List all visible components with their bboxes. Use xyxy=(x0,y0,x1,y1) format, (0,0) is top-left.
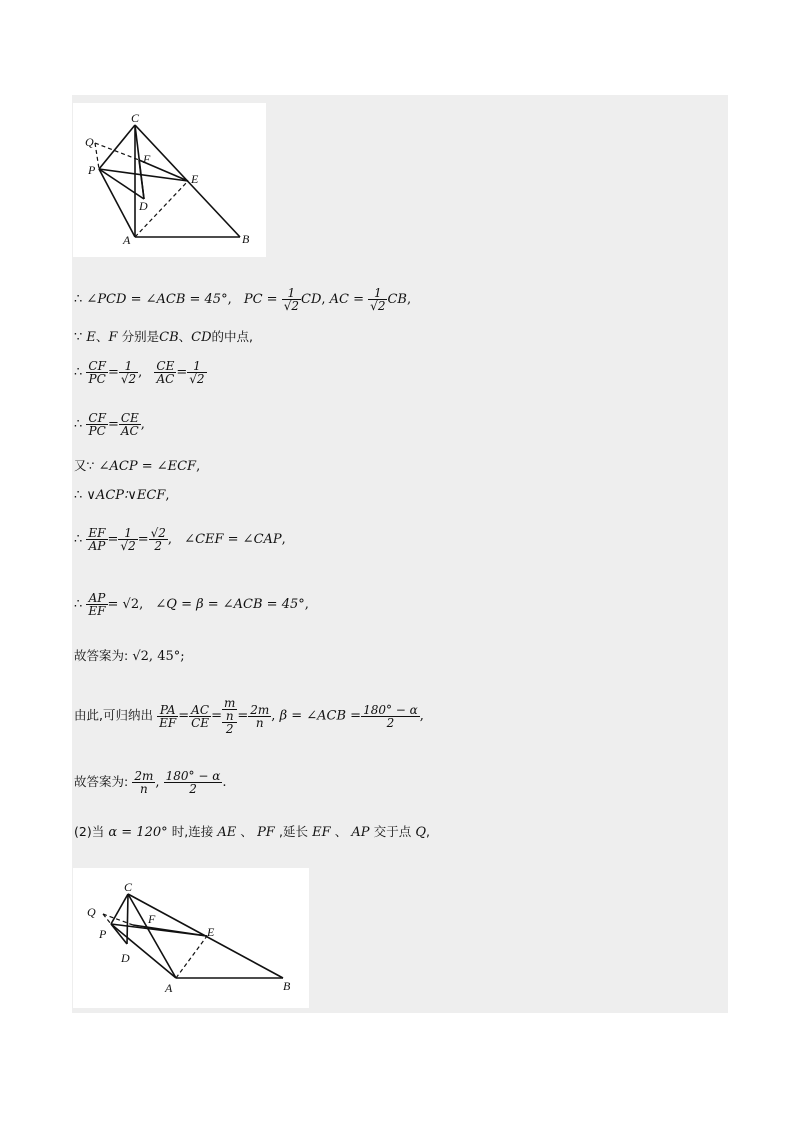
separator: 、 xyxy=(178,329,192,344)
numerator: 180° − α xyxy=(165,769,221,783)
angle-equation: ∠CEF = ∠CAP xyxy=(184,532,282,547)
numerator: 180° − α xyxy=(363,702,418,717)
denominator: PC xyxy=(88,424,106,438)
fraction-m-over-n-over-2 xyxy=(222,697,237,735)
solution-line-7 xyxy=(74,527,286,552)
fraction-one-over-root2 xyxy=(282,287,301,312)
denominator: n xyxy=(140,782,148,796)
segment-CD: CD xyxy=(191,330,212,345)
fraction-root2-over-2 xyxy=(149,527,168,552)
denominator: 2 xyxy=(225,722,234,736)
denominator: 2 xyxy=(189,782,197,796)
denominator: √2 xyxy=(370,299,386,313)
fraction-cf-pc xyxy=(86,360,108,385)
fraction-180-alpha-2 xyxy=(164,770,223,795)
numerator: 2m xyxy=(134,769,154,783)
label-E: E xyxy=(207,925,215,939)
figure-1-svg xyxy=(73,103,266,257)
point-E: E xyxy=(86,330,96,345)
solution-line-3 xyxy=(74,360,207,385)
fraction-ap-ef xyxy=(86,592,107,617)
text-intersect: 交于点 xyxy=(373,824,412,839)
point-F: F xyxy=(108,330,118,345)
numerator: 1 xyxy=(119,360,138,373)
denominator: √2 xyxy=(283,299,299,313)
separator: 、 xyxy=(95,329,109,344)
therefore-symbol: ∴ xyxy=(74,597,83,612)
numerator: √2 xyxy=(150,526,166,540)
geometry-figure-1 xyxy=(73,103,266,257)
figure-2-svg xyxy=(73,868,309,1008)
denominator: EF xyxy=(88,604,106,618)
numerator: CE xyxy=(120,411,139,425)
label-B: B xyxy=(242,232,250,246)
numerator: 2m xyxy=(250,702,270,717)
text-extend: ,延长 xyxy=(278,824,308,839)
beta-expression: β = ∠ACB = xyxy=(279,708,362,724)
separator: , xyxy=(419,708,424,724)
angle-equation: ∠Q = β = ∠ACB = 45° xyxy=(155,597,305,612)
denominator: n xyxy=(255,715,264,730)
solution-line-9 xyxy=(74,650,185,663)
cd-term: CD xyxy=(301,292,322,307)
label-A: A xyxy=(165,981,173,995)
segment-PF: PF xyxy=(257,825,275,840)
fraction-one-over-root2-b xyxy=(368,287,387,312)
numerator: 1 xyxy=(282,287,301,300)
answer-label: 故答案为: xyxy=(74,648,129,663)
point-Q: Q xyxy=(415,825,427,840)
solution-line-12 xyxy=(74,826,430,839)
separator: , xyxy=(167,532,173,547)
separator: . xyxy=(222,775,227,790)
numerator: AP xyxy=(86,592,107,605)
segment-CB: CB xyxy=(159,330,179,345)
fraction-ce-ac xyxy=(119,412,141,437)
numerator: PA xyxy=(157,704,178,717)
answer-value-1: √2 xyxy=(132,649,149,664)
equals: = xyxy=(176,365,188,380)
solution-line-5 xyxy=(74,460,200,473)
separator: , xyxy=(406,292,412,307)
segment-AP: AP xyxy=(351,825,370,840)
label-P: P xyxy=(88,163,96,177)
label-F: F xyxy=(143,152,151,166)
equals-root2: = √2 xyxy=(107,597,140,612)
equals: = xyxy=(107,365,119,380)
cb-term: CB xyxy=(387,292,407,307)
ac-expression: AC = xyxy=(329,292,365,307)
numerator: EF xyxy=(88,526,106,540)
therefore-symbol: ∴ xyxy=(74,417,83,432)
separator: , xyxy=(271,708,276,724)
alpha-value: α = 120° xyxy=(108,825,168,840)
angle-equation: ∠ACP = ∠ECF xyxy=(98,459,197,474)
numerator: CF xyxy=(88,411,106,425)
text-you-because: 又∵ xyxy=(74,458,95,473)
pc-expression: PC = xyxy=(243,292,278,307)
numerator: CF xyxy=(88,359,106,373)
therefore-symbol: ∴ xyxy=(74,488,83,503)
separator: 、 xyxy=(240,824,253,839)
numerator: 1 xyxy=(118,527,137,540)
fraction-one-root2 xyxy=(118,527,137,552)
part-2-label: (2)当 xyxy=(74,824,105,839)
separator: , xyxy=(165,488,170,503)
text-connect: 时,连接 xyxy=(171,824,214,839)
equals: = xyxy=(237,708,249,724)
because-symbol: ∵ xyxy=(74,330,83,345)
fraction-180-alpha-2 xyxy=(361,704,420,729)
label-Q: Q xyxy=(85,135,94,149)
equals: = xyxy=(137,532,149,547)
label-D: D xyxy=(121,951,130,965)
separator: , xyxy=(140,417,145,432)
separator: , xyxy=(426,824,431,839)
numerator: 1 xyxy=(368,287,387,300)
denominator: AP xyxy=(88,539,106,553)
text-midpoint: 的中点, xyxy=(211,329,253,344)
segment-EF: EF xyxy=(312,825,331,840)
fraction-2m-n xyxy=(248,704,271,729)
label-C: C xyxy=(131,111,140,125)
numerator: 1 xyxy=(187,360,206,373)
solution-line-2 xyxy=(74,331,253,344)
numerator: AC xyxy=(189,704,211,717)
solution-line-1 xyxy=(74,287,411,312)
fraction-pa-ef xyxy=(157,704,178,729)
equals: = xyxy=(178,708,190,724)
denominator: √2 xyxy=(189,372,205,386)
denominator: √2 xyxy=(120,539,136,553)
equals: = xyxy=(107,532,119,547)
fraction-ef-ap xyxy=(86,527,107,552)
solution-line-6 xyxy=(74,489,170,502)
separator: ; xyxy=(180,649,185,664)
separator: , xyxy=(155,775,160,790)
label-D: D xyxy=(139,199,148,213)
denominator: 2 xyxy=(154,539,163,553)
inner-numerator: n xyxy=(222,710,237,723)
fraction-2m-n xyxy=(132,770,155,795)
separator: , xyxy=(304,597,309,612)
label-F: F xyxy=(148,912,156,926)
fraction-one-root2 xyxy=(119,360,138,385)
label-P: P xyxy=(99,927,107,941)
label-A: A xyxy=(123,233,131,247)
denominator: AC xyxy=(120,424,139,438)
separator: , xyxy=(321,292,326,307)
therefore-symbol: ∴ xyxy=(74,365,83,380)
denominator: √2 xyxy=(120,372,137,386)
denominator: 2 xyxy=(386,715,395,730)
therefore-symbol: ∴ xyxy=(74,532,83,547)
therefore-symbol: ∴ xyxy=(74,292,83,307)
equals: = xyxy=(107,417,119,432)
similarity-statement: ∨ACP∶∨ECF xyxy=(86,488,166,503)
equals: = xyxy=(211,708,222,724)
fraction-cf-pc xyxy=(86,412,108,437)
answer-value-2: 45° xyxy=(157,649,181,664)
solution-line-11 xyxy=(74,770,227,795)
label-E: E xyxy=(191,172,199,186)
denominator: CE xyxy=(191,715,210,730)
angle-equation: ∠PCD = ∠ACB = 45° xyxy=(86,292,228,307)
text-fenbieshi: 分别是 xyxy=(121,329,160,344)
fraction-ce-ac xyxy=(154,360,176,385)
separator: , xyxy=(138,365,143,380)
label-C: C xyxy=(124,880,133,894)
answer-label: 故答案为: xyxy=(74,774,129,789)
label-Q: Q xyxy=(87,905,96,919)
numerator: m xyxy=(223,696,236,710)
fraction-one-root2-b xyxy=(187,360,206,385)
separator: 、 xyxy=(334,824,348,839)
separator: , xyxy=(139,597,144,612)
separator: , xyxy=(227,292,232,307)
solution-line-8 xyxy=(74,592,309,617)
fraction-ac-ce xyxy=(189,704,211,729)
separator: , xyxy=(148,649,154,664)
solution-line-4 xyxy=(74,412,145,437)
label-B: B xyxy=(283,979,291,993)
separator: , xyxy=(196,459,201,474)
denominator: EF xyxy=(159,715,177,730)
text-induce: 由此,可归纳出 xyxy=(74,707,153,723)
geometry-figure-2 xyxy=(73,868,309,1008)
solution-line-10 xyxy=(74,697,424,735)
denominator: AC xyxy=(156,372,175,386)
denominator: PC xyxy=(88,372,106,386)
numerator: CE xyxy=(156,359,175,373)
separator: , xyxy=(281,532,286,547)
segment-AE: AE xyxy=(217,825,237,840)
